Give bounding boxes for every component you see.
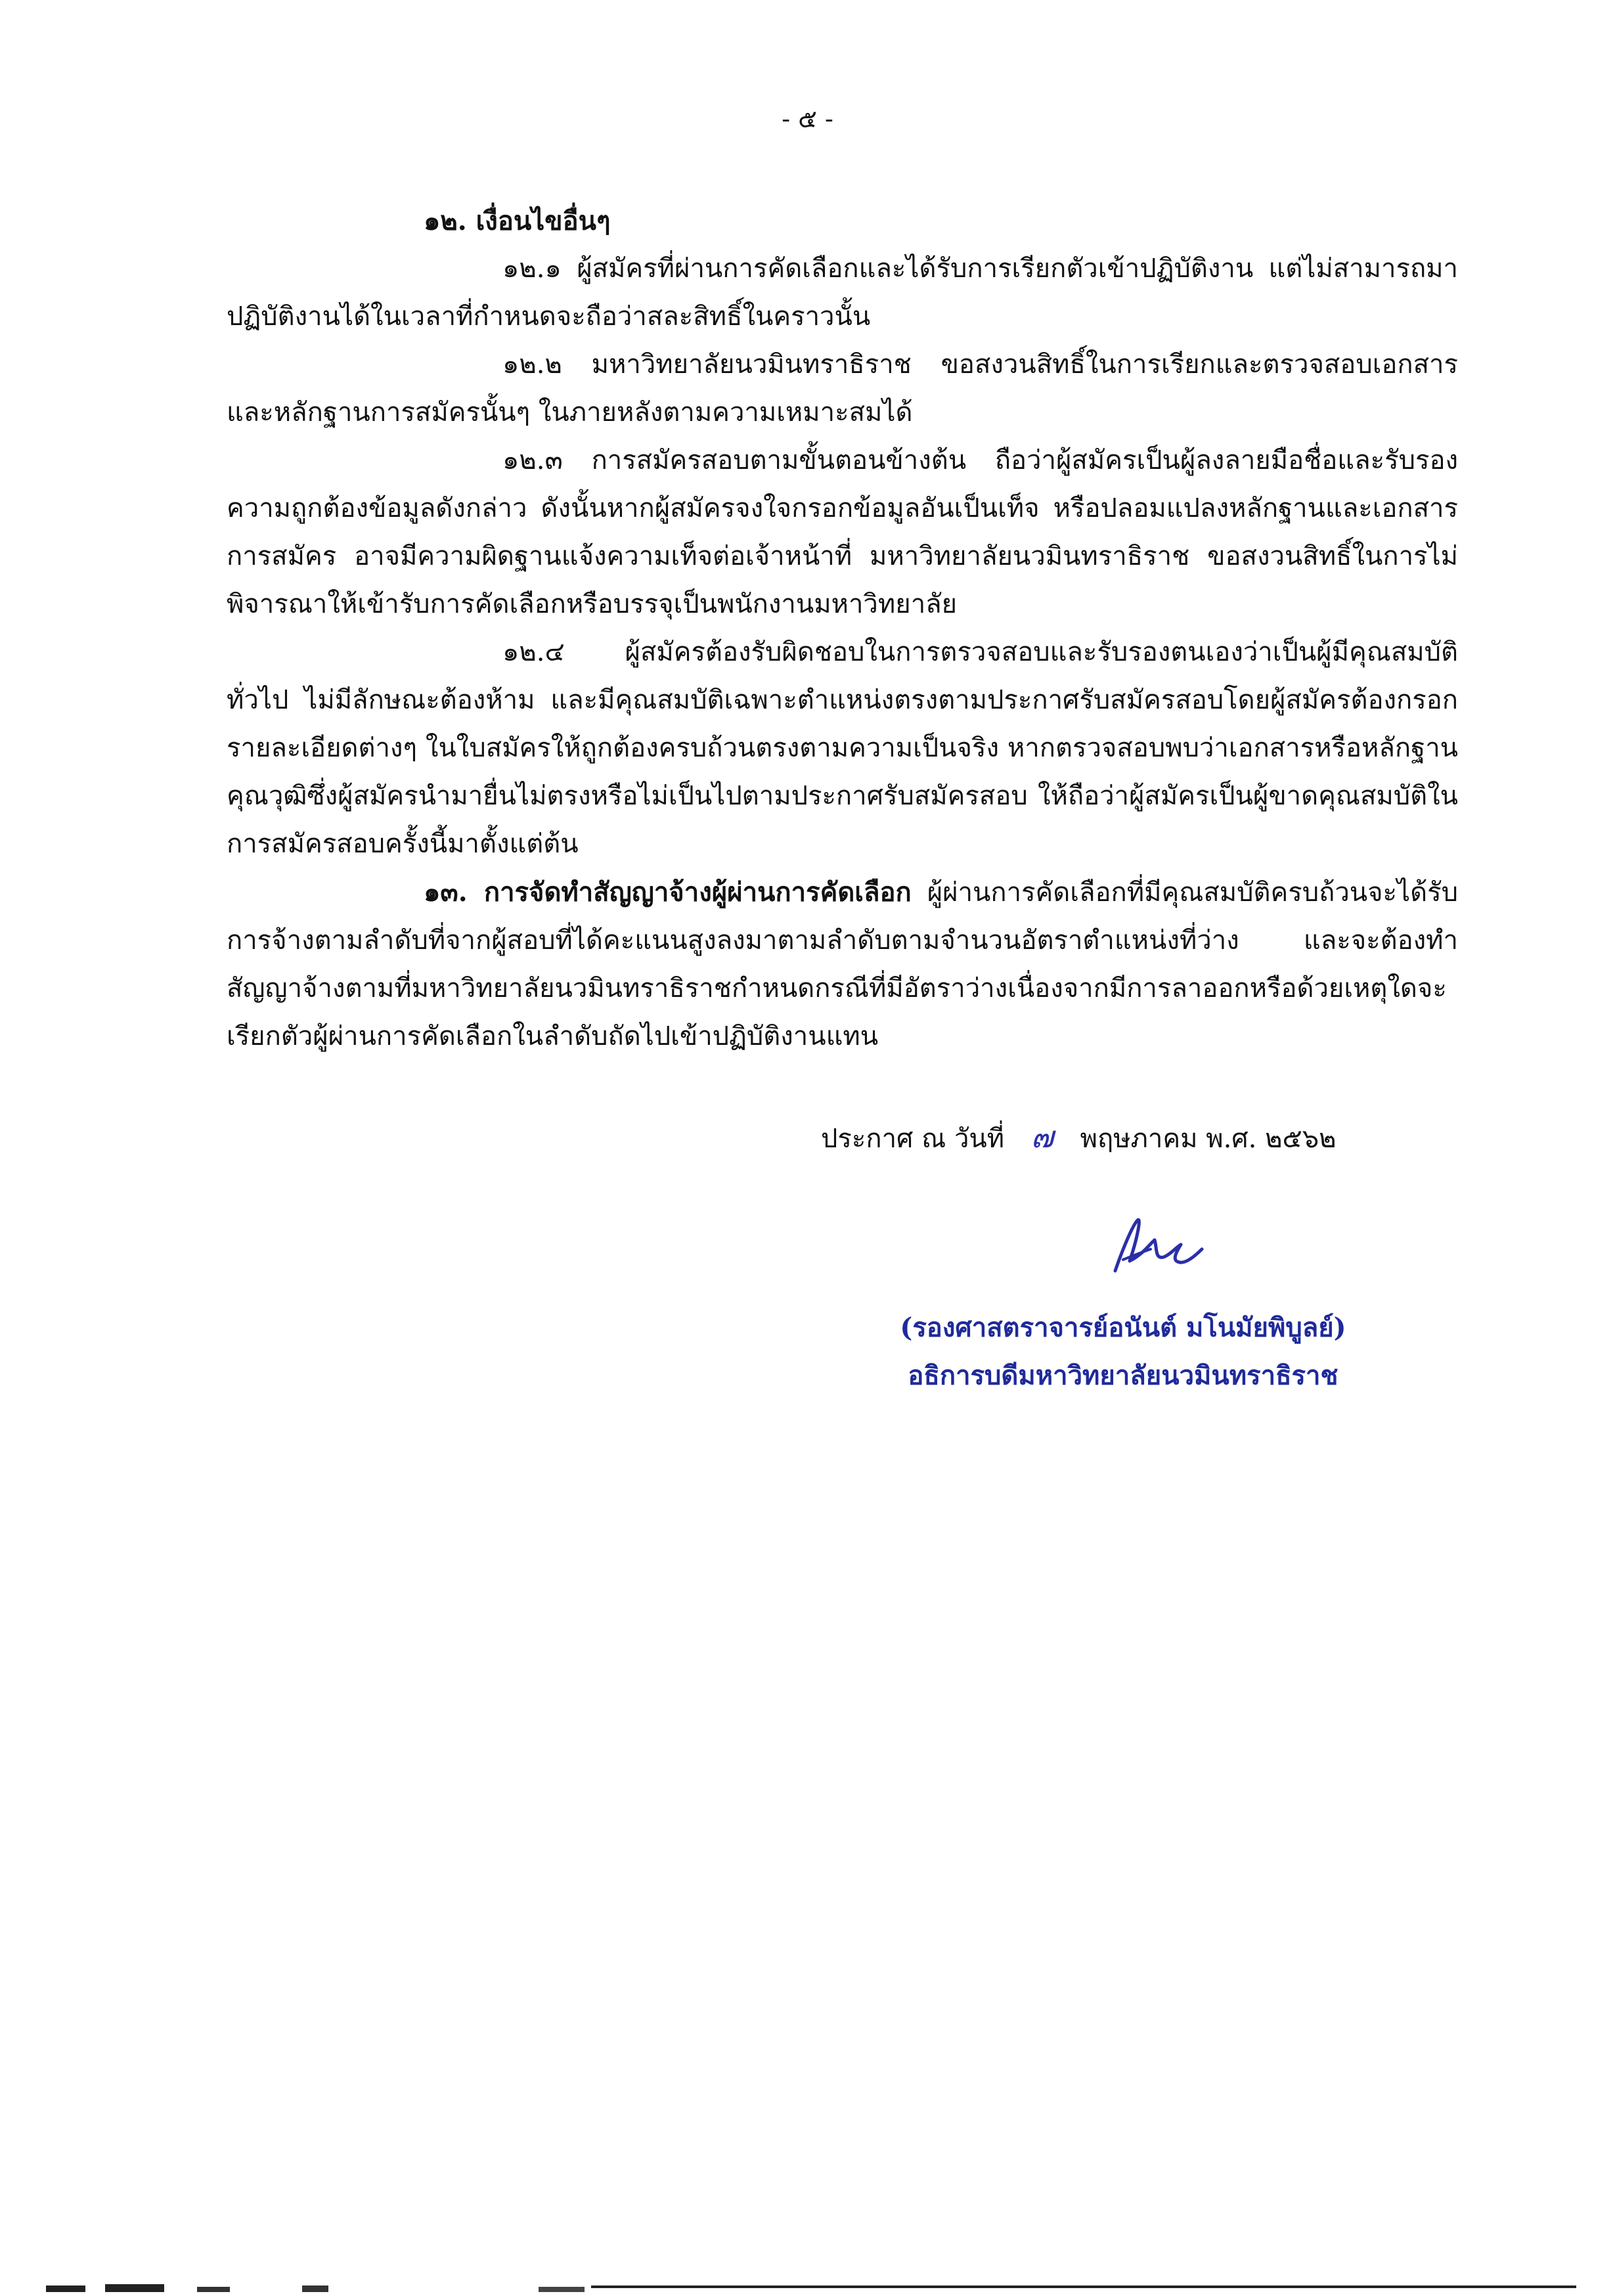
signer-block: [788, 1304, 1458, 1400]
clause-12-1: ๑๒.๑ ผู้สมัครที่ผ่านการคัดเลือกและได้รับการเรียกตัวเข้าปฏิบัติงาน แต่ไม่สามารถมาปฏิบัติงานได้ในเวลาที่กำหนดจะถือว่าสละสิทธิ์ในคราวนั้น: [227, 254, 1458, 332]
clause-12-4: ๑๒.๔ ผู้สมัครต้องรับผิดชอบในการตรวจสอบและรับรองตนเองว่าเป็นผู้มีคุณสมบัติทั่วไป ไม่มีลักษณะต้องห้าม และมีคุณสมบัติเฉพาะตำแหน่งตรงตามประกาศรับสมัครสอบโดยผู้สมัครต้องกรอกรายละเอียดต่างๆ ในใบสมัครให้ถูกต้องครบถ้วนตรงตามความเป็นจริง หากตรวจสอบพบว่าเอกสารหรือหลักฐานคุณวุฒิซึ่งผู้สมัครนำมายื่นไม่ตรงหรือไม่เป็นไปตามประกาศรับสมัครสอบ ให้ถือว่าผู้สมัครเป็นผู้ขาดคุณสมบัติในการสมัครสอบครั้งนี้มาตั้งแต่ต้น: [227, 637, 1458, 859]
page-number: - ๕ -: [782, 104, 833, 133]
clause-12-3: ๑๒.๓ การสมัครสอบตามขั้นตอนข้างต้น ถือว่าผู้สมัครเป็นผู้ลงลายมือชื่อและรับรองความถูกต้องข้อมูลดังกล่าว ดังนั้นหากผู้สมัครจงใจกรอกข้อมูลอันเป็นเท็จ หรือปลอมแปลงหลักฐานและเอกสารการสมัคร อาจมีความผิดฐานแจ้งความเท็จต่อเจ้าหน้าที่ มหาวิทยาลัยนวมินทราธิราช ขอสงวนสิทธิ์ในการไม่พิจารณาให้เข้ารับการคัดเลือกหรือบรรจุเป็นพนักงานมหาวิทยาลัย: [227, 445, 1458, 619]
signer-name: (รองศาสตราจารย์อนันต์ มโนมัยพิบูลย์): [900, 1312, 1346, 1343]
section-13-title: ๑๓. การจัดทำสัญญาจ้างผู้ผ่านการคัดเลือก: [424, 877, 912, 908]
clause-12-2: ๑๒.๒ มหาวิทยาลัยนวมินทราธิราช ขอสงวนสิทธิ์ในการเรียกและตรวจสอบเอกสารและหลักฐานการสมัครนั้นๆ ในภายหลังตามความเหมาะสมได้: [227, 349, 1458, 428]
announcement-month-year: พฤษภาคม พ.ศ. ๒๕๖๒: [1080, 1124, 1337, 1154]
document-body: [227, 197, 1458, 1061]
signer-position: อธิการบดีมหาวิทยาลัยนวมินทราธิราช: [908, 1360, 1338, 1391]
section-13-paragraph: [227, 868, 1458, 1061]
scan-edge-marks: [0, 2279, 1615, 2296]
announcement-day: ๗: [1030, 1119, 1054, 1155]
announcement-date: [821, 1113, 1337, 1161]
handwritten-signature: [1103, 1208, 1208, 1287]
section-12-title: ๑๒. เงื่อนไขอื่นๆ: [424, 206, 611, 236]
section-13-body: ผู้ผ่านการคัดเลือกที่มีคุณสมบัติครบถ้วนจะได้รับการจ้างตามลำดับที่จากผู้สอบที่ได้คะแนนสูงลงมาตามลำดับตามจำนวนอัตราตำแหน่งที่ว่าง และจะต้องทำสัญญาจ้างตามที่มหาวิทยาลัยนวมินทราธิราชกำหนดกรณีที่มีอัตราว่างเนื่องจากมีการลาออกหรือด้วยเหตุใดจะเรียกตัวผู้ผ่านการคัดเลือกในลำดับถัดไปเข้าปฏิบัติงานแทน: [227, 877, 1459, 1051]
announcement-prefix: ประกาศ ณ วันที่: [821, 1124, 1005, 1154]
